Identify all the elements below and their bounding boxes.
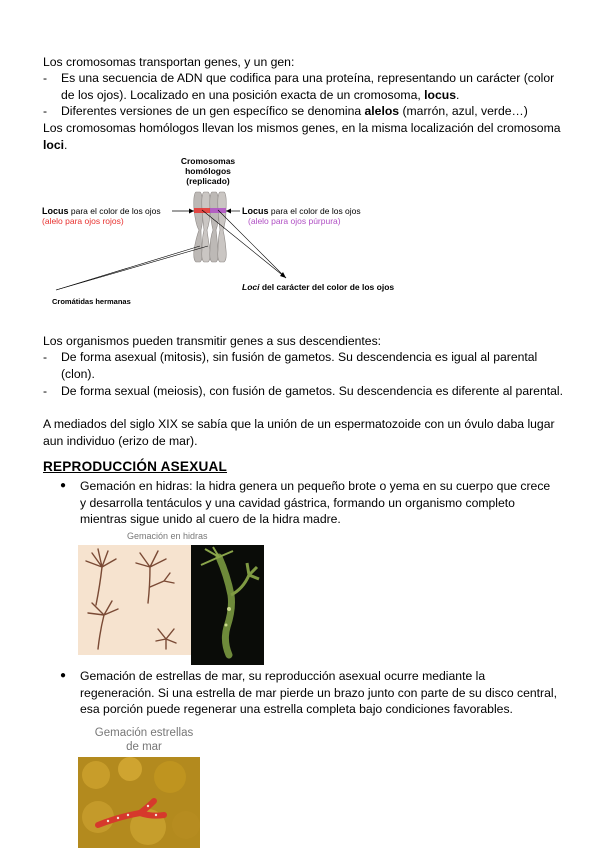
hydra-caption: Gemación en hidras bbox=[127, 531, 208, 541]
chromosome-left bbox=[194, 192, 211, 262]
diagram-title-1: Cromosomas bbox=[180, 156, 236, 166]
history-line: A mediados del siglo XIX se sabía que la unión de un espermatozoide con un óvulo daba lugar aun individuo (erizo de mar). bbox=[43, 417, 555, 448]
locus-term: locus bbox=[424, 87, 456, 102]
gene-definition-item bbox=[43, 70, 563, 103]
sister-chromatids-label: Cromátidas hermanas bbox=[52, 297, 131, 306]
dash-marker: - bbox=[43, 104, 48, 118]
starfish-text: Gemación de estrellas de mar, su reproducción asexual ocurre mediante la regeneración. Si una estrella de mar pierde un brazo junto con parte de su disco central, esa porción puede regenerar una estrella completa bajo condiciones favorables. bbox=[80, 669, 557, 717]
diagram-title-3: (replicado) bbox=[186, 176, 230, 186]
starfish-caption-line-2: de mar bbox=[126, 741, 162, 753]
dash-marker: - bbox=[43, 384, 48, 398]
starfish-caption-line-1: Gemación estrellas bbox=[94, 727, 194, 739]
hydra-bullet bbox=[60, 478, 558, 528]
starfish-bullet bbox=[60, 668, 560, 718]
sexual-item bbox=[43, 383, 563, 400]
dash-marker: - bbox=[43, 350, 48, 364]
section-heading: REPRODUCCIÓN ASEXUAL bbox=[43, 459, 228, 474]
bullet-dot: ● bbox=[60, 670, 67, 681]
left-allele-label: (alelo para ojos rojos) bbox=[42, 216, 124, 226]
sister-line-2 bbox=[56, 246, 208, 290]
diagram-title-2: homólogos bbox=[185, 166, 231, 176]
dash-marker: - bbox=[43, 71, 48, 85]
intro-line: Los cromosomas transportan genes, y un gen: bbox=[43, 55, 295, 69]
bullet-dot: ● bbox=[60, 480, 67, 491]
starfish-caption bbox=[82, 726, 206, 754]
alleles-pre: Diferentes versiones de un gen específico se denomina bbox=[61, 104, 365, 118]
chromosome-diagram bbox=[30, 150, 430, 315]
right-pointer-arrow bbox=[226, 209, 231, 214]
left-pointer-arrow bbox=[189, 209, 194, 214]
homologous-post: . bbox=[64, 137, 68, 152]
transmission-intro: Los organismos pueden transmitir genes a sus descendientes: bbox=[43, 334, 382, 348]
right-allele-label: (alelo para ojos púrpura) bbox=[248, 216, 341, 226]
gene-definition-text bbox=[61, 70, 563, 103]
gene-definition-post: . bbox=[455, 87, 460, 102]
loci-label: Loci del carácter del color de los ojos bbox=[242, 282, 395, 292]
sister-line-1 bbox=[56, 246, 200, 290]
loci-term: loci bbox=[43, 137, 64, 152]
right-locus-label: Locus para el color de los ojos bbox=[242, 206, 361, 216]
purple-allele-band bbox=[210, 208, 226, 213]
asexual-item bbox=[43, 349, 563, 382]
hydra-text: Gemación en hidras: la hidra genera un pequeño brote o yema en su cuerpo que crece y desarrolla tentáculos y una cavidad gástrica, formando un organismo completo mientras sigue unido al cuero de la hidra madre. bbox=[80, 479, 551, 527]
sexual-text: De forma sexual (meiosis), con fusión de gametos. Su descendencia es diferente al parental. bbox=[61, 384, 563, 398]
alleles-term: alelos bbox=[364, 104, 400, 118]
hydra-photo-image bbox=[191, 545, 264, 665]
alleles-item bbox=[43, 103, 563, 120]
starfish-photo-image bbox=[78, 757, 200, 848]
asexual-text: De forma asexual (mitosis), sin fusión de gametos. Su descendencia es igual al parental (clon). bbox=[61, 350, 538, 381]
alleles-text bbox=[61, 103, 563, 120]
gene-definition-pre: Es una secuencia de ADN que codifica para una proteína, representando un carácter (color de los ojos). Localizado en una posición exacta de un cromosoma, bbox=[61, 71, 555, 102]
red-allele-band bbox=[194, 208, 210, 213]
homologous-pre: Los cromosomas homólogos llevan los mismos genes, en la misma localización del cromosoma bbox=[43, 121, 561, 135]
hydra-drawing-image bbox=[78, 545, 191, 655]
chromosome-right bbox=[210, 192, 227, 262]
homologous-line bbox=[43, 120, 563, 153]
alleles-post: (marrón, azul, verde…) bbox=[399, 104, 528, 118]
left-locus-label: Locus para el color de los ojos bbox=[42, 206, 161, 216]
